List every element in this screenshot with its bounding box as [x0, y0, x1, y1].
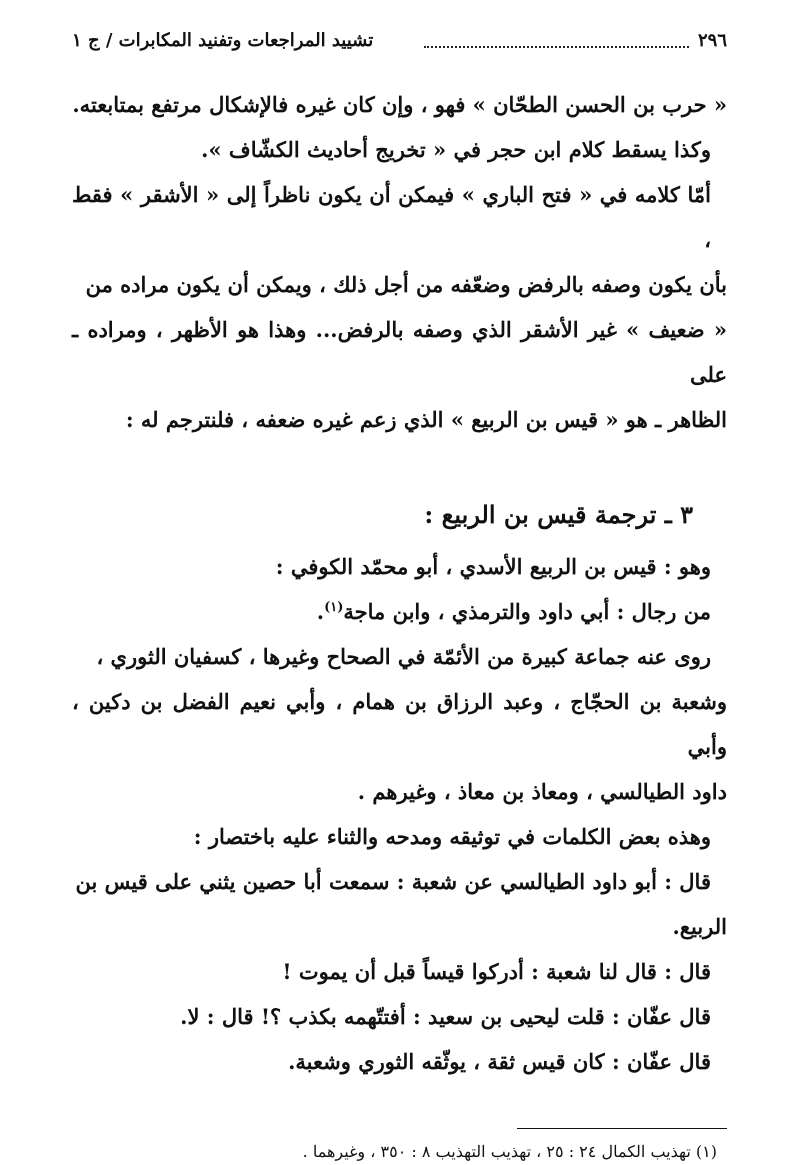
- paragraph-line: داود الطيالسي ، ومعاذ بن معاذ ، وغيرهم .: [357, 779, 727, 804]
- quote-line: قال عفّان : كان قيس ثقة ، يوثّقه الثوري وشعبة.: [288, 1049, 711, 1074]
- running-title: تشييد المراجعات وتفنيد المكابرات / ج ١: [72, 30, 374, 51]
- page-number: ٢٩٦: [697, 30, 727, 51]
- paragraph-line: بأن يكون وصفه بالرفض وضعّفه من أجل ذلك ، ويمكن أن يكون مراده من: [85, 272, 727, 297]
- paragraph-line: وهذه بعض الكلمات في توثيقه ومدحه والثناء عليه باختصار :: [193, 824, 711, 849]
- paragraph-line: وكذا يسقط كلام ابن حجر في « تخريج أحاديث الكشّاف ».: [201, 137, 711, 162]
- dotted-leader: [424, 46, 689, 48]
- paragraph-line: وشعبة بن الحجّاج ، وعبد الرزاق بن همام ، وأبي نعيم الفضل بن دكين ، وأبي: [72, 689, 727, 759]
- paragraph-line: « ضعيف » غير الأشقر الذي وصفه بالرفض... وهذا هو الأظهر ، ومراده ـ على: [72, 317, 727, 387]
- paragraph-line: « حرب بن الحسن الطحّان » فهو ، وإن كان غيره فالإشكال مرتفع بمتابعته.: [72, 92, 727, 117]
- quotes: [72, 859, 727, 1084]
- bio-line: [72, 589, 727, 634]
- page-header: [72, 22, 727, 64]
- quote-line: قال : أبو داود الطيالسي عن شعبة : سمعت أبا حصين يثني على قيس بن: [75, 869, 711, 894]
- paragraph-line: الظاهر ـ هو « قيس بن الربيع » الذي زعم غيره ضعفه ، فلنترجم له :: [125, 407, 727, 432]
- section-heading: ٣ ـ ترجمة قيس بن الربيع :: [424, 500, 693, 529]
- quote-line: الربيع.: [672, 914, 727, 939]
- bio-line-text: من رجال : أبي داود والترمذي ، وابن ماجة: [343, 599, 711, 624]
- footnote: (١) تهذيب الكمال ٢٤ : ٢٥ ، تهذيب التهذيب ٨ : ٣٥٠ ، وغيرهما .: [302, 1142, 717, 1161]
- bio-line: وهو : قيس بن الربيع الأسدي ، أبو محمّد الكوفي :: [275, 554, 711, 579]
- quote-line: قال : قال لنا شعبة : أدركوا قيساً قبل أن يموت !: [282, 959, 711, 984]
- paragraph-fath-albari: [72, 172, 727, 442]
- paragraph-narrators: [72, 634, 727, 814]
- footnote-marker: (١): [324, 600, 344, 615]
- bio-line-end: .: [316, 599, 325, 624]
- paragraph-line: أمّا كلامه في « فتح الباري » فيمكن أن يكون ناظراً إلى « الأشقر » فقط ،: [72, 182, 711, 252]
- quote-line: قال عفّان : قلت ليحيى بن سعيد : أفتتّهمه بكذب ؟! قال : لا.: [180, 1004, 711, 1029]
- paragraph-line: روى عنه جماعة كبيرة من الأئمّة في الصحاح وغيرها ، كسفيان الثوري ،: [96, 644, 711, 669]
- page-body: [72, 82, 727, 1165]
